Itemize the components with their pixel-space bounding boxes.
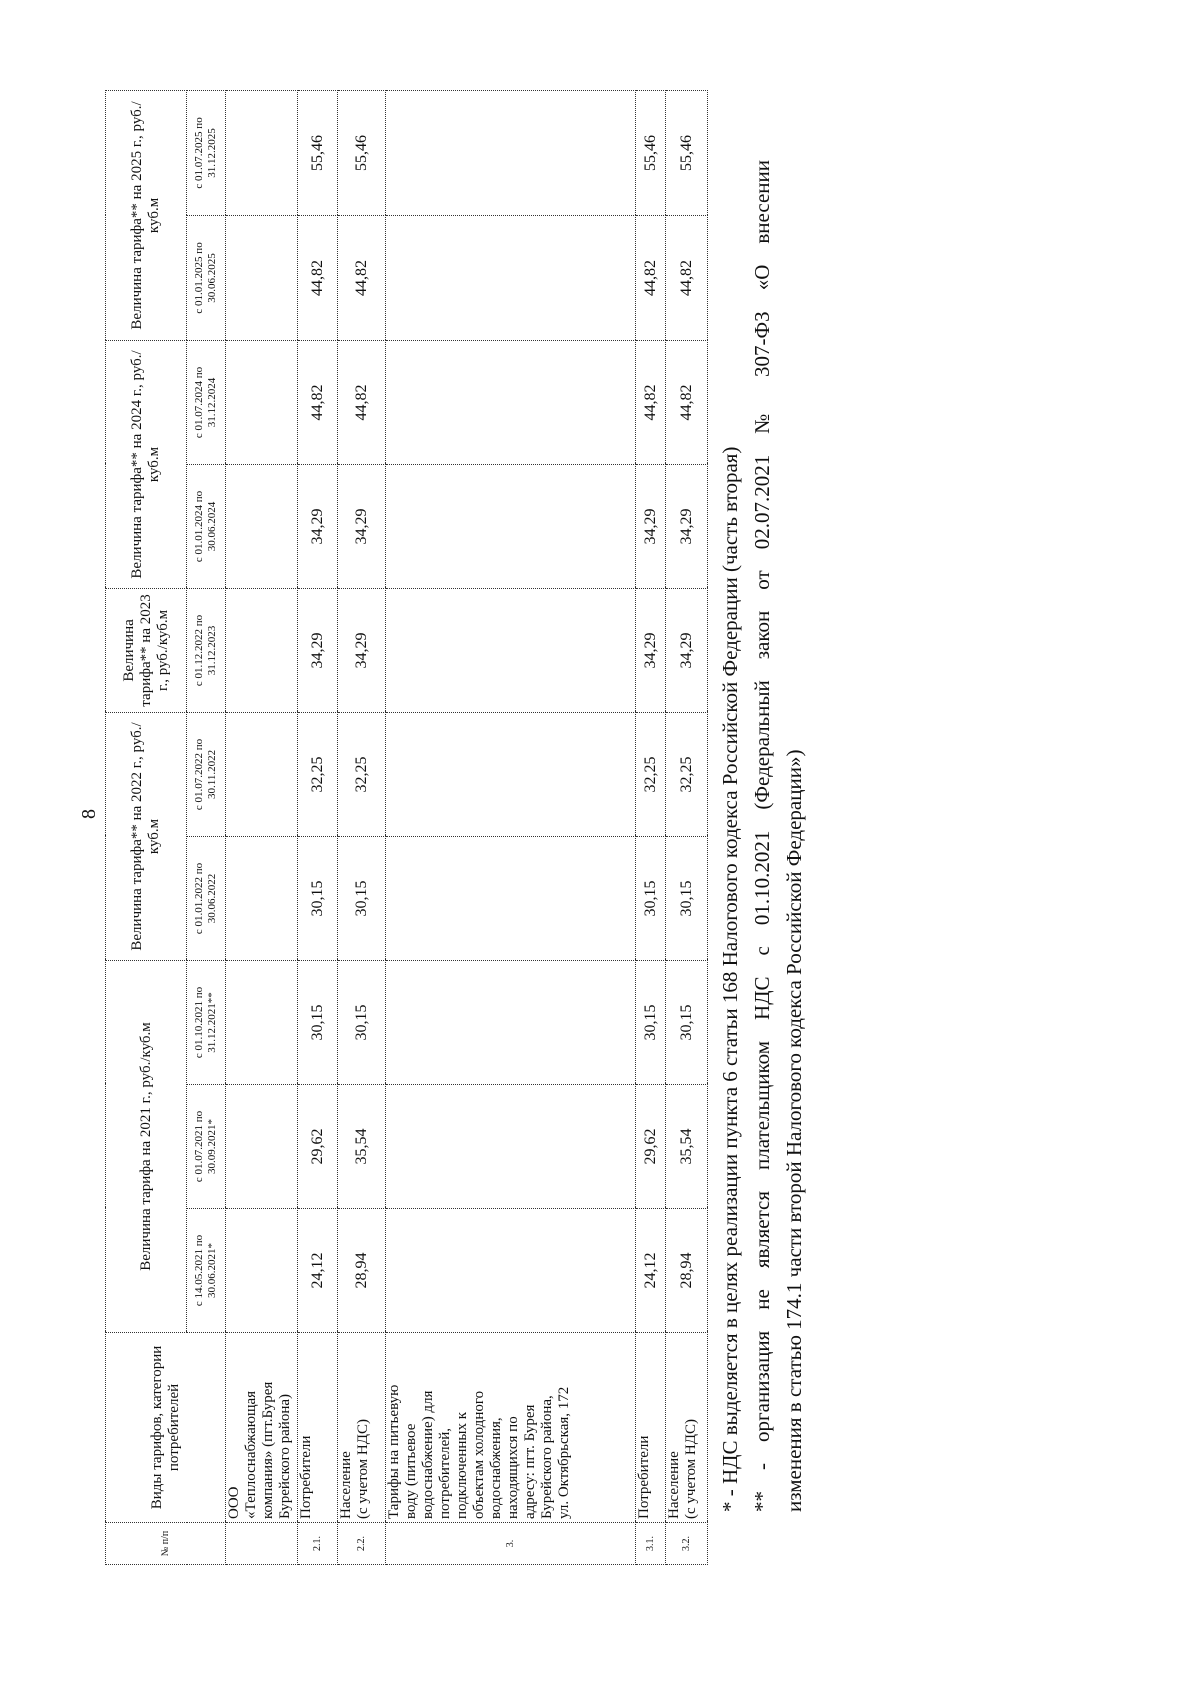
tariff-value: 34,29 (338, 588, 386, 712)
tariff-value (386, 836, 636, 960)
tariff-value (386, 464, 636, 588)
tariff-value: 32,25 (666, 712, 708, 836)
tariff-value: 32,25 (298, 712, 338, 836)
header-2022: Величина тарифа** на 2022 г., руб./куб.м (106, 712, 187, 960)
tariff-value: 30,15 (666, 960, 708, 1084)
footnote-not-vat-payer: ** - организация не является плательщиком НДС с 01.10.2021 (Федеральный закон от 02.07.2021 № 307-ФЗ «О внесении (750, 160, 774, 1512)
tariff-value: 28,94 (666, 1209, 708, 1333)
tariff-value: 34,29 (666, 588, 708, 712)
tariff-value: 44,82 (666, 340, 708, 464)
row-label: Население (с учетом НДС) (666, 1333, 708, 1523)
table-row (298, 90, 338, 1564)
tariff-value: 34,29 (636, 588, 666, 712)
tariff-value: 44,82 (338, 215, 386, 340)
header-2023: Величина тарифа** на 2023 г., руб./куб.м (106, 588, 187, 712)
tariff-value: 28,94 (338, 1209, 386, 1333)
row-number: 3. (386, 1523, 636, 1565)
tariff-value: 55,46 (636, 90, 666, 215)
row-number: 2.1. (298, 1523, 338, 1565)
tariff-value: 44,82 (298, 340, 338, 464)
tariff-value: 30,15 (636, 960, 666, 1084)
tariff-value: 29,62 (636, 1085, 666, 1209)
tariff-value: 44,82 (636, 340, 666, 464)
row-label: Потребители (636, 1333, 666, 1523)
tariff-value: 44,82 (298, 215, 338, 340)
tariff-value: 30,15 (636, 836, 666, 960)
tariff-value (226, 588, 298, 712)
footnote-vat: * - НДС выделяется в целях реализации пункта 6 статьи 168 Налогового кодекса Российской Федерации (часть вторая) (718, 446, 742, 1512)
tariff-value: 44,82 (666, 215, 708, 340)
tariff-value (226, 340, 298, 464)
header-kind: Виды тарифов, категории потребителей (106, 1333, 226, 1523)
row-label: ООО «Теплоснабжающая компания» (пгт.Бурея Бурейского района) (226, 1333, 298, 1523)
row-number: 3.1. (636, 1523, 666, 1565)
row-label: Тарифы на питьевую воду (питьевое водоснабжение) для потребителей, подключенных к объектам холодного водоснабжения, находящихся по адресу: пгт. Бурея Бурейского района, ул. Октябрьская, 172 (386, 1333, 636, 1523)
tariff-value: 30,15 (338, 960, 386, 1084)
tariff-value: 55,46 (298, 90, 338, 215)
header-row (106, 90, 187, 1564)
tariff-value (386, 1085, 636, 1209)
table-row (666, 90, 708, 1564)
table-row (386, 90, 636, 1564)
tariff-value: 34,29 (666, 464, 708, 588)
tariff-value (226, 836, 298, 960)
tariff-value: 30,15 (666, 836, 708, 960)
tariff-value: 30,15 (298, 960, 338, 1084)
tariff-value (226, 464, 298, 588)
tariff-value (386, 712, 636, 836)
footnote-not-vat-payer-cont: изменения в статью 174.1 части второй Налогового кодекса Российской Федерации») (782, 749, 806, 1512)
tariff-value: 29,62 (298, 1085, 338, 1209)
period-cell: с 01.07.2021 по 30.09.2021* (187, 1085, 226, 1209)
tariff-value (226, 1085, 298, 1209)
tariff-value (226, 960, 298, 1084)
tariff-value: 30,15 (298, 836, 338, 960)
tariff-value (386, 588, 636, 712)
row-number: 2.2. (338, 1523, 386, 1565)
table-row (636, 90, 666, 1564)
period-cell: с 01.01.2025 по 30.06.2025 (187, 215, 226, 340)
header-2025: Величина тарифа** на 2025 г., руб./куб.м (106, 90, 187, 340)
tariff-value: 34,29 (636, 464, 666, 588)
tariff-value: 44,82 (636, 215, 666, 340)
period-cell: с 01.07.2025 по 31.12.2025 (187, 90, 226, 215)
period-cell: с 01.07.2022 по 30.11.2022 (187, 712, 226, 836)
tariff-value: 34,29 (338, 464, 386, 588)
tariff-value: 35,54 (666, 1085, 708, 1209)
table-row (338, 90, 386, 1564)
tariff-value (386, 340, 636, 464)
tariff-value (386, 215, 636, 340)
tariff-value: 32,25 (338, 712, 386, 836)
table-row (226, 90, 298, 1564)
tariff-value: 24,12 (298, 1209, 338, 1333)
tariff-value: 32,25 (636, 712, 666, 836)
tariff-value: 24,12 (636, 1209, 666, 1333)
period-cell: с 01.01.2022 по 30.06.2022 (187, 836, 226, 960)
row-label: Население (с учетом НДС) (338, 1333, 386, 1523)
tariff-value: 34,29 (298, 588, 338, 712)
header-num: № п/п (106, 1523, 226, 1565)
tariff-value: 44,82 (338, 340, 386, 464)
header-2024: Величина тарифа** на 2024 г., руб./куб.м (106, 340, 187, 588)
period-cell: с 01.01.2024 по 30.06.2024 (187, 464, 226, 588)
header-2021: Величина тарифа на 2021 г., руб./куб.м (106, 960, 187, 1332)
tariff-value: 35,54 (338, 1085, 386, 1209)
page-number: 8 (78, 809, 100, 819)
tariff-table (105, 90, 708, 1565)
tariff-value (226, 215, 298, 340)
period-cell: с 14.05.2021 по 30.06.2021* (187, 1209, 226, 1333)
tariff-value (386, 90, 636, 215)
tariff-value (386, 1209, 636, 1333)
period-cell: с 01.12.2022 по 31.12.2023 (187, 588, 226, 712)
tariff-value (226, 1209, 298, 1333)
tariff-value (226, 90, 298, 215)
period-cell: с 01.10.2021 по 31.12.2021** (187, 960, 226, 1084)
tariff-value: 34,29 (298, 464, 338, 588)
row-label: Потребители (298, 1333, 338, 1523)
tariff-value: 55,46 (666, 90, 708, 215)
tariff-value (386, 960, 636, 1084)
period-cell: с 01.07.2024 по 31.12.2024 (187, 340, 226, 464)
tariff-value: 30,15 (338, 836, 386, 960)
tariff-value (226, 712, 298, 836)
row-number (226, 1523, 298, 1565)
tariff-value: 55,46 (338, 90, 386, 215)
row-number: 3.2. (666, 1523, 708, 1565)
